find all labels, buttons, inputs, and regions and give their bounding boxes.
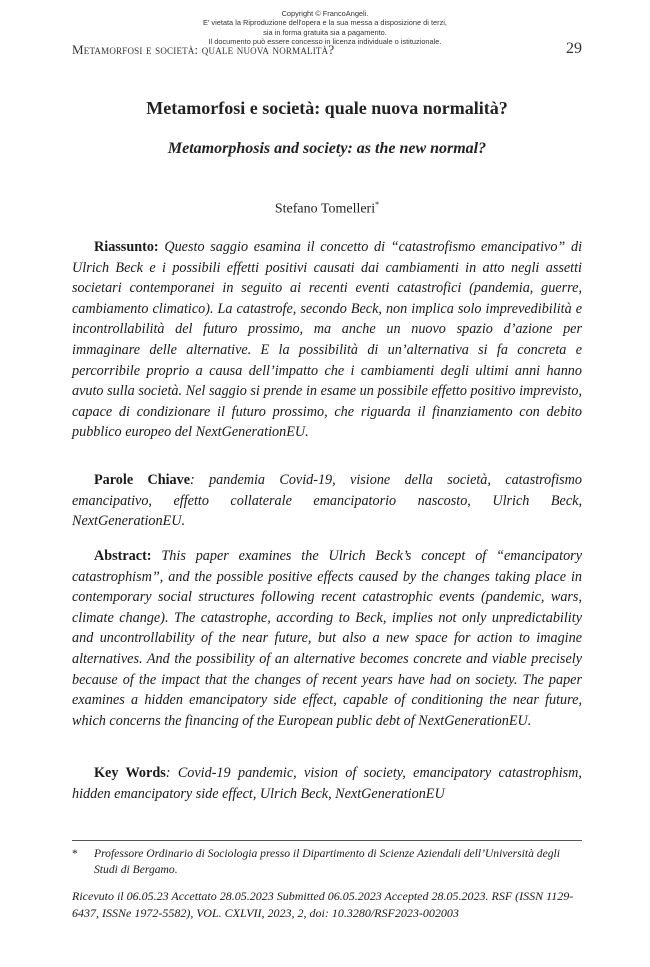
riassunto-text: Questo saggio esamina il concetto di “catastrofismo emancipativo” di Ulrich Beck e i possibili effetti positivi causati dai cambiamenti in atto negli assetti societari contemporanei in seguito ai recenti eventi catastrofici (pandemia, guerre, cambiamento climatico). La catastrofe, secondo Beck, non implica solo imprevedibilità e incontrollabilità del futuro prossimo, ma anche un nuovo spazio d’azione per immaginare delle alternative. E la possibilità di un’alternativa si fa concreta e percorribile proprio a causa dell’impatto che i cambiamenti degli ultimi anni hanno avuto sulla società. Nel saggio si prende in esame un possibile effetto positivo imprevisto, capace di condizionare il futuro prossimo, che riguarda il finanziamento con debito pubblico europeo del NextGenerationEU. <box>72 239 583 441</box>
key-words-text: : Covid-19 pandemic, vision of society, emancipatory catastrophism, hidden emancipatory side effect, Ulrich Beck, NextGenerationEU <box>72 765 582 802</box>
footnote-text: Professore Ordinario di Sociologia presso il Dipartimento di Scienze Aziendali dell’Università degli Studi di Bergamo. <box>94 847 560 876</box>
article-subtitle: Metamorphosis and society: as the new normal? <box>167 140 487 157</box>
copyright-line: Copyright © FrancoAngeli. <box>281 9 369 18</box>
key-words-paragraph <box>72 763 582 804</box>
page-number: 29 <box>566 40 582 57</box>
parole-chiave-text: : pandemia Covid-19, visione della società, catastrofismo emancipativo, effetto collaterale emancipatorio nascosto, Ulrich Beck, NextGenerationEU. <box>72 472 582 530</box>
copyright-line: Il documento può essere concesso in licenza individuale o istituzionale. <box>208 37 442 47</box>
article-title: Metamorfosi e società: quale nuova normalità? <box>146 98 508 118</box>
author-line <box>72 200 582 218</box>
submission-info: Ricevuto il 06.05.23 Accettato 28.05.2023 Submitted 06.05.2023 Accepted 28.05.2023. RSF (ISSN 1129-6437, ISSNe 1972-5582), VOL. CXLVII, 2023, 2, doi: 10.3280/RSF2023-002003 <box>72 889 574 921</box>
footnote-marker: * <box>72 847 78 860</box>
author-footnote <box>72 846 582 878</box>
running-head: Metamorfosi e società: quale nuova normalità? <box>72 42 335 57</box>
riassunto-paragraph <box>72 237 582 443</box>
riassunto-label: Riassunto: <box>94 239 159 255</box>
author-footnote-marker: * <box>375 200 380 209</box>
parole-chiave-paragraph <box>72 470 582 532</box>
abstract-text: This paper examines the Ulrich Beck’s concept of “emancipatory catastrophism”, and the possible positive effects caused by the changes taking place in contemporary social structures following recent catastrophic events (pandemic, wars, climate change). The catastrophe, according to Beck, implies not only unpredictability and uncontrollability of the near future, but also a new space for action to imagine alternatives. And the possibility of an alternative becomes concrete and viable precisely because of the impact that the changes of recent years have had on society. The paper examines a hidden emancipatory side effect, capable of conditioning the near future, which concerns the financing of the European public debt of NextGenerationEU. <box>72 548 582 729</box>
parole-chiave-label: Parole Chiave <box>94 472 191 488</box>
copyright-line: sia in forma gratuita sia a pagamento. <box>263 27 387 37</box>
footnote-divider <box>72 840 582 841</box>
copyright-line: E' vietata la Riproduzione dell'opera e la sua messa a disposizione di terzi, <box>203 18 447 28</box>
key-words-label: Key Words <box>94 765 166 781</box>
abstract-paragraph <box>72 546 582 731</box>
abstract-label: Abstract: <box>94 548 152 564</box>
author-name: Stefano Tomelleri <box>274 201 376 217</box>
